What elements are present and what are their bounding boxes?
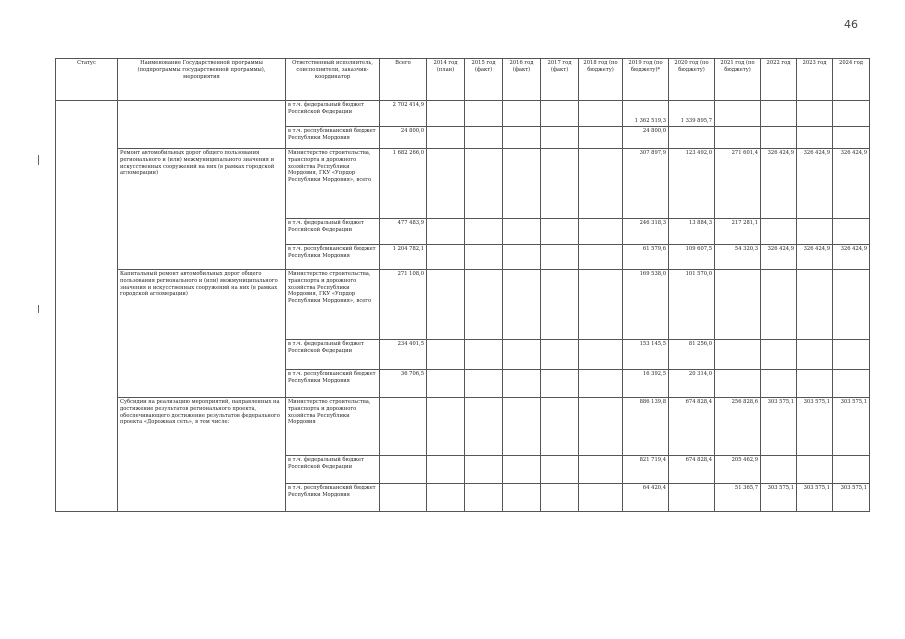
responsible-cell: в т.ч. федеральный бюджет Российской Федерации	[286, 340, 380, 370]
value-cell	[503, 484, 541, 512]
value-cell	[797, 127, 833, 149]
value-cell	[715, 127, 761, 149]
total-cell: 477 483,9	[380, 219, 427, 245]
name-cell: Субсидии на реализацию мероприятий, направленных на достижение результатов регионального проекта, обеспечивающего достижение результатов федерального проекта «Дорожная сеть», в том числе:	[118, 398, 286, 512]
value-cell: 109 607,5	[669, 245, 715, 270]
total-cell: 1 682 266,0	[380, 149, 427, 219]
budget-table	[55, 58, 870, 512]
table-body	[56, 101, 870, 512]
value-cell: 169 538,0	[623, 270, 669, 340]
header-year: 2022 год	[761, 59, 797, 101]
table-row	[56, 398, 870, 456]
value-cell	[715, 340, 761, 370]
value-cell: 205 462,9	[715, 456, 761, 484]
status-cell	[56, 101, 118, 512]
total-cell: 234 401,5	[380, 340, 427, 370]
value-cell	[579, 245, 623, 270]
value-cell	[669, 484, 715, 512]
value-cell: 326 424,9	[761, 149, 797, 219]
header-year: 2024 год	[833, 59, 870, 101]
value-cell	[465, 398, 503, 456]
value-cell	[427, 398, 465, 456]
header-year: 2020 год (по бюджету)	[669, 59, 715, 101]
value-cell	[427, 456, 465, 484]
value-cell	[427, 245, 465, 270]
value-cell: 64 420,4	[623, 484, 669, 512]
value-cell	[761, 370, 797, 398]
name-cell: Капитальный ремонт автомобильных дорог общего пользования регионального и (или) межмуниципального значения и искусственных сооружений на них (в рамках городской агломерации)	[118, 270, 286, 398]
table-row	[56, 149, 870, 219]
value-cell: 54 320,3	[715, 245, 761, 270]
value-cell	[541, 270, 579, 340]
value-cell	[833, 270, 870, 340]
total-cell: 36 706,5	[380, 370, 427, 398]
total-cell: 271 108,0	[380, 270, 427, 340]
table-row	[56, 270, 870, 340]
value-cell	[761, 270, 797, 340]
value-cell	[715, 101, 761, 127]
value-cell	[833, 340, 870, 370]
value-cell: 303 575,1	[761, 484, 797, 512]
header-status: Статус	[56, 59, 118, 101]
value-cell: 1 339 895,7	[669, 101, 715, 127]
value-cell	[427, 149, 465, 219]
value-cell	[503, 127, 541, 149]
value-cell	[541, 484, 579, 512]
value-cell: 51 365,7	[715, 484, 761, 512]
value-cell	[503, 340, 541, 370]
value-cell	[427, 484, 465, 512]
value-cell	[503, 370, 541, 398]
value-cell	[503, 398, 541, 456]
value-cell	[465, 149, 503, 219]
scan-artifact	[38, 305, 39, 313]
responsible-cell: в т.ч. федеральный бюджет Российской Федерации	[286, 456, 380, 484]
responsible-cell: в т.ч. республиканский бюджет Республики Мордовия	[286, 484, 380, 512]
value-cell	[579, 101, 623, 127]
value-cell	[503, 245, 541, 270]
scan-artifact	[38, 155, 39, 165]
total-cell	[380, 456, 427, 484]
header-year: 2016 год (факт)	[503, 59, 541, 101]
value-cell	[797, 219, 833, 245]
value-cell	[503, 101, 541, 127]
value-cell: 326 424,9	[833, 245, 870, 270]
value-cell: 821 719,4	[623, 456, 669, 484]
responsible-cell: Министерство строительства, транспорта и дорожного хозяйства Республики Мордовия, ГКУ «Упрдор Республики Мордовия», всего	[286, 149, 380, 219]
value-cell	[465, 101, 503, 127]
value-cell	[761, 219, 797, 245]
value-cell	[579, 149, 623, 219]
value-cell	[541, 370, 579, 398]
value-cell	[427, 270, 465, 340]
total-cell: 1 204 782,1	[380, 245, 427, 270]
value-cell	[761, 456, 797, 484]
value-cell	[465, 370, 503, 398]
value-cell	[541, 219, 579, 245]
value-cell	[833, 456, 870, 484]
header-year: 2017 год (факт)	[541, 59, 579, 101]
value-cell: 326 424,9	[797, 245, 833, 270]
value-cell	[797, 456, 833, 484]
value-cell: 303 575,1	[833, 398, 870, 456]
responsible-cell: в т.ч. республиканский бюджет Республики Мордовия	[286, 127, 380, 149]
value-cell	[427, 340, 465, 370]
value-cell: 16 392,5	[623, 370, 669, 398]
value-cell: 303 575,1	[797, 398, 833, 456]
value-cell	[465, 484, 503, 512]
value-cell	[541, 101, 579, 127]
value-cell	[761, 340, 797, 370]
header-year: 2023 год	[797, 59, 833, 101]
value-cell: 326 424,9	[797, 149, 833, 219]
value-cell	[833, 127, 870, 149]
table-header-row	[56, 59, 870, 101]
value-cell: 153 145,5	[623, 340, 669, 370]
value-cell: 307 897,9	[623, 149, 669, 219]
value-cell	[579, 270, 623, 340]
value-cell	[715, 370, 761, 398]
value-cell	[465, 127, 503, 149]
value-cell: 303 575,1	[833, 484, 870, 512]
value-cell	[427, 370, 465, 398]
value-cell	[427, 127, 465, 149]
value-cell	[797, 270, 833, 340]
value-cell	[797, 101, 833, 127]
header-year: 2015 год (факт)	[465, 59, 503, 101]
value-cell	[579, 370, 623, 398]
value-cell	[579, 127, 623, 149]
value-cell	[541, 149, 579, 219]
value-cell	[503, 270, 541, 340]
header-name: Наименование Государственной программы (подпрограммы государственной программы), мероприятия	[118, 59, 286, 101]
responsible-cell: в т.ч. республиканский бюджет Республики Мордовия	[286, 245, 380, 270]
value-cell	[465, 245, 503, 270]
name-cell: Ремонт автомобильных дорог общего пользования регионального и (или) межмуниципального значения и искусственных сооружений на них (в рамках городской агломерации)	[118, 149, 286, 270]
value-cell: 256 828,6	[715, 398, 761, 456]
value-cell	[761, 127, 797, 149]
table-row	[56, 101, 870, 127]
value-cell	[541, 340, 579, 370]
value-cell: 303 575,1	[797, 484, 833, 512]
value-cell	[579, 456, 623, 484]
responsible-cell: в т.ч. федеральный бюджет Российской Федерации	[286, 219, 380, 245]
value-cell: 101 570,0	[669, 270, 715, 340]
value-cell: 303 575,1	[761, 398, 797, 456]
value-cell	[579, 398, 623, 456]
value-cell	[579, 219, 623, 245]
value-cell	[833, 370, 870, 398]
value-cell	[833, 101, 870, 127]
value-cell: 326 424,9	[761, 245, 797, 270]
total-cell	[380, 484, 427, 512]
value-cell	[541, 398, 579, 456]
value-cell: 246 318,3	[623, 219, 669, 245]
value-cell	[541, 245, 579, 270]
value-cell	[465, 456, 503, 484]
value-cell	[579, 484, 623, 512]
value-cell	[503, 456, 541, 484]
value-cell	[503, 219, 541, 245]
value-cell	[465, 219, 503, 245]
value-cell	[427, 101, 465, 127]
value-cell: 20 314,0	[669, 370, 715, 398]
page-number: 46	[844, 18, 858, 31]
responsible-cell: Министерство строительства, транспорта и дорожного хозяйства Республики Мордовия, ГКУ «Упрдор Республики Мордовия», всего	[286, 270, 380, 340]
value-cell: 271 601,4	[715, 149, 761, 219]
value-cell	[465, 340, 503, 370]
value-cell: 674 828,4	[669, 398, 715, 456]
value-cell: 674 828,4	[669, 456, 715, 484]
value-cell: 81 256,0	[669, 340, 715, 370]
header-year: 2014 год (план)	[427, 59, 465, 101]
value-cell	[797, 370, 833, 398]
value-cell: 61 579,6	[623, 245, 669, 270]
header-responsible: Ответственный исполнитель, соисполнители, заказчик-координатор	[286, 59, 380, 101]
total-cell: 2 702 414,9	[380, 101, 427, 127]
header-total: Всего	[380, 59, 427, 101]
name-cell	[118, 101, 286, 149]
responsible-cell: Министерство строительства, транспорта и дорожного хозяйства Республики Мордовия	[286, 398, 380, 456]
value-cell	[761, 101, 797, 127]
value-cell	[541, 127, 579, 149]
value-cell: 123 492,0	[669, 149, 715, 219]
value-cell: 1 362 519,3	[623, 101, 669, 127]
value-cell	[579, 340, 623, 370]
value-cell	[503, 149, 541, 219]
value-cell: 24 800,0	[623, 127, 669, 149]
header-year: 2021 год (по бюджету)	[715, 59, 761, 101]
value-cell: 886 139,8	[623, 398, 669, 456]
responsible-cell: в т.ч. республиканский бюджет Республики Мордовия	[286, 370, 380, 398]
value-cell: 217 281,1	[715, 219, 761, 245]
total-cell: 24 800,0	[380, 127, 427, 149]
value-cell: 326 424,9	[833, 149, 870, 219]
total-cell	[380, 398, 427, 456]
header-year: 2018 год (по бюджету)	[579, 59, 623, 101]
value-cell	[797, 340, 833, 370]
value-cell	[427, 219, 465, 245]
value-cell	[541, 456, 579, 484]
value-cell	[715, 270, 761, 340]
value-cell	[465, 270, 503, 340]
responsible-cell: в т.ч. федеральный бюджет Российской Федерации	[286, 101, 380, 127]
value-cell	[833, 219, 870, 245]
value-cell	[669, 127, 715, 149]
value-cell: 13 884,3	[669, 219, 715, 245]
header-year: 2019 год (по бюджету)*	[623, 59, 669, 101]
